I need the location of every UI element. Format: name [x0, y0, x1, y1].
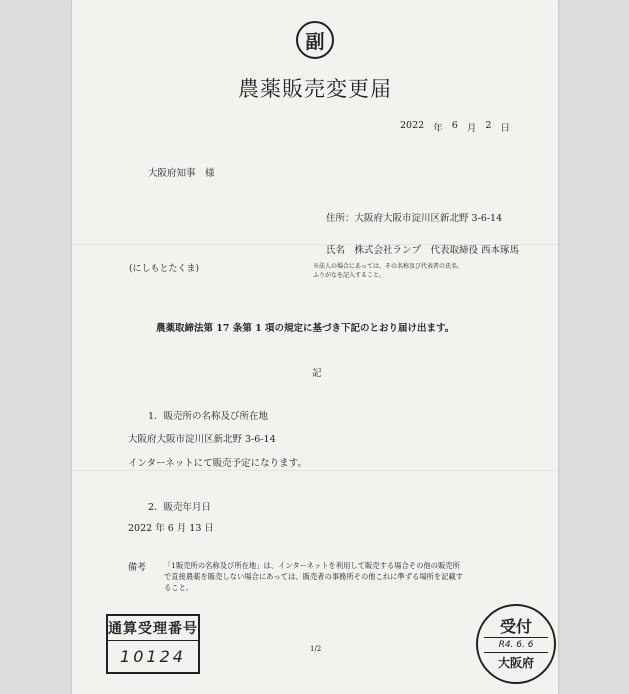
item1-heading: 1．販売所の名称及び所在地 — [148, 411, 269, 422]
submission-date — [400, 120, 510, 134]
date-day: 2 — [485, 120, 492, 131]
statement: 農薬取締法第 17 条第 1 項の規定に基づき下記のとおり届け出ます。 — [156, 323, 455, 334]
remarks-line: で直接農薬を販売しない場合にあっては、販売者の事務所その他これに準ずる場所を記載す — [164, 572, 464, 581]
date-year-unit: 年 — [433, 123, 443, 134]
fold-line — [72, 470, 558, 471]
remarks-line: 「1販売所の名称及び所在地」は、インターネットを利用して販売する場合その他の販売所 — [164, 561, 460, 570]
item2-heading: 2．販売年月日 — [148, 502, 212, 513]
remarks-line: ること。 — [164, 583, 194, 592]
recipient: 大阪府知事 様 — [148, 168, 215, 179]
applicant-note-line: ふりがなを記入すること。 — [313, 272, 386, 279]
reception-stamp — [476, 604, 556, 684]
date-year: 2022 — [400, 120, 425, 131]
receipt-number: 10124 — [120, 646, 186, 666]
date-day-unit: 日 — [500, 123, 510, 134]
remarks-text — [164, 560, 463, 593]
ki-heading: 記 — [312, 368, 322, 379]
item1-note: インターネットにて販売予定になります。 — [128, 458, 307, 469]
remarks-label: 備考 — [128, 563, 147, 573]
applicant-address: 住所：大阪府大阪市淀川区新北野 3-6-14 — [326, 213, 503, 224]
receipt-number-label: 通算受理番号 — [108, 616, 198, 641]
applicant-note-line: ※法人の場合にあっては、その名称及び代表者の氏名。 — [313, 263, 463, 270]
item1-address: 大阪府大阪市淀川区新北野 3-6-14 — [128, 434, 276, 445]
date-month: 6 — [451, 120, 458, 131]
document-page — [72, 0, 558, 694]
duplicate-stamp: 副 — [296, 21, 334, 59]
item2-date: 2022 年 6 月 13 日 — [128, 523, 214, 534]
stamp-divider — [484, 652, 548, 653]
receipt-number-stamp — [106, 614, 200, 674]
date-month-unit: 月 — [466, 123, 477, 134]
reception-stamp-title: 受付 — [499, 617, 532, 636]
document-title: 農薬販売変更届 — [238, 77, 392, 101]
page-number: 1/2 — [310, 645, 322, 653]
applicant-furigana: (にしもとたくま) — [129, 264, 200, 274]
applicant-name: 氏名 株式会社ランプ 代表取締役 西本琢馬 — [326, 245, 520, 256]
reception-stamp-office: 大阪府 — [497, 656, 534, 670]
stamp-divider — [484, 637, 548, 638]
reception-stamp-date: R4. 6. 6 — [498, 640, 534, 650]
applicant-note — [313, 262, 463, 280]
